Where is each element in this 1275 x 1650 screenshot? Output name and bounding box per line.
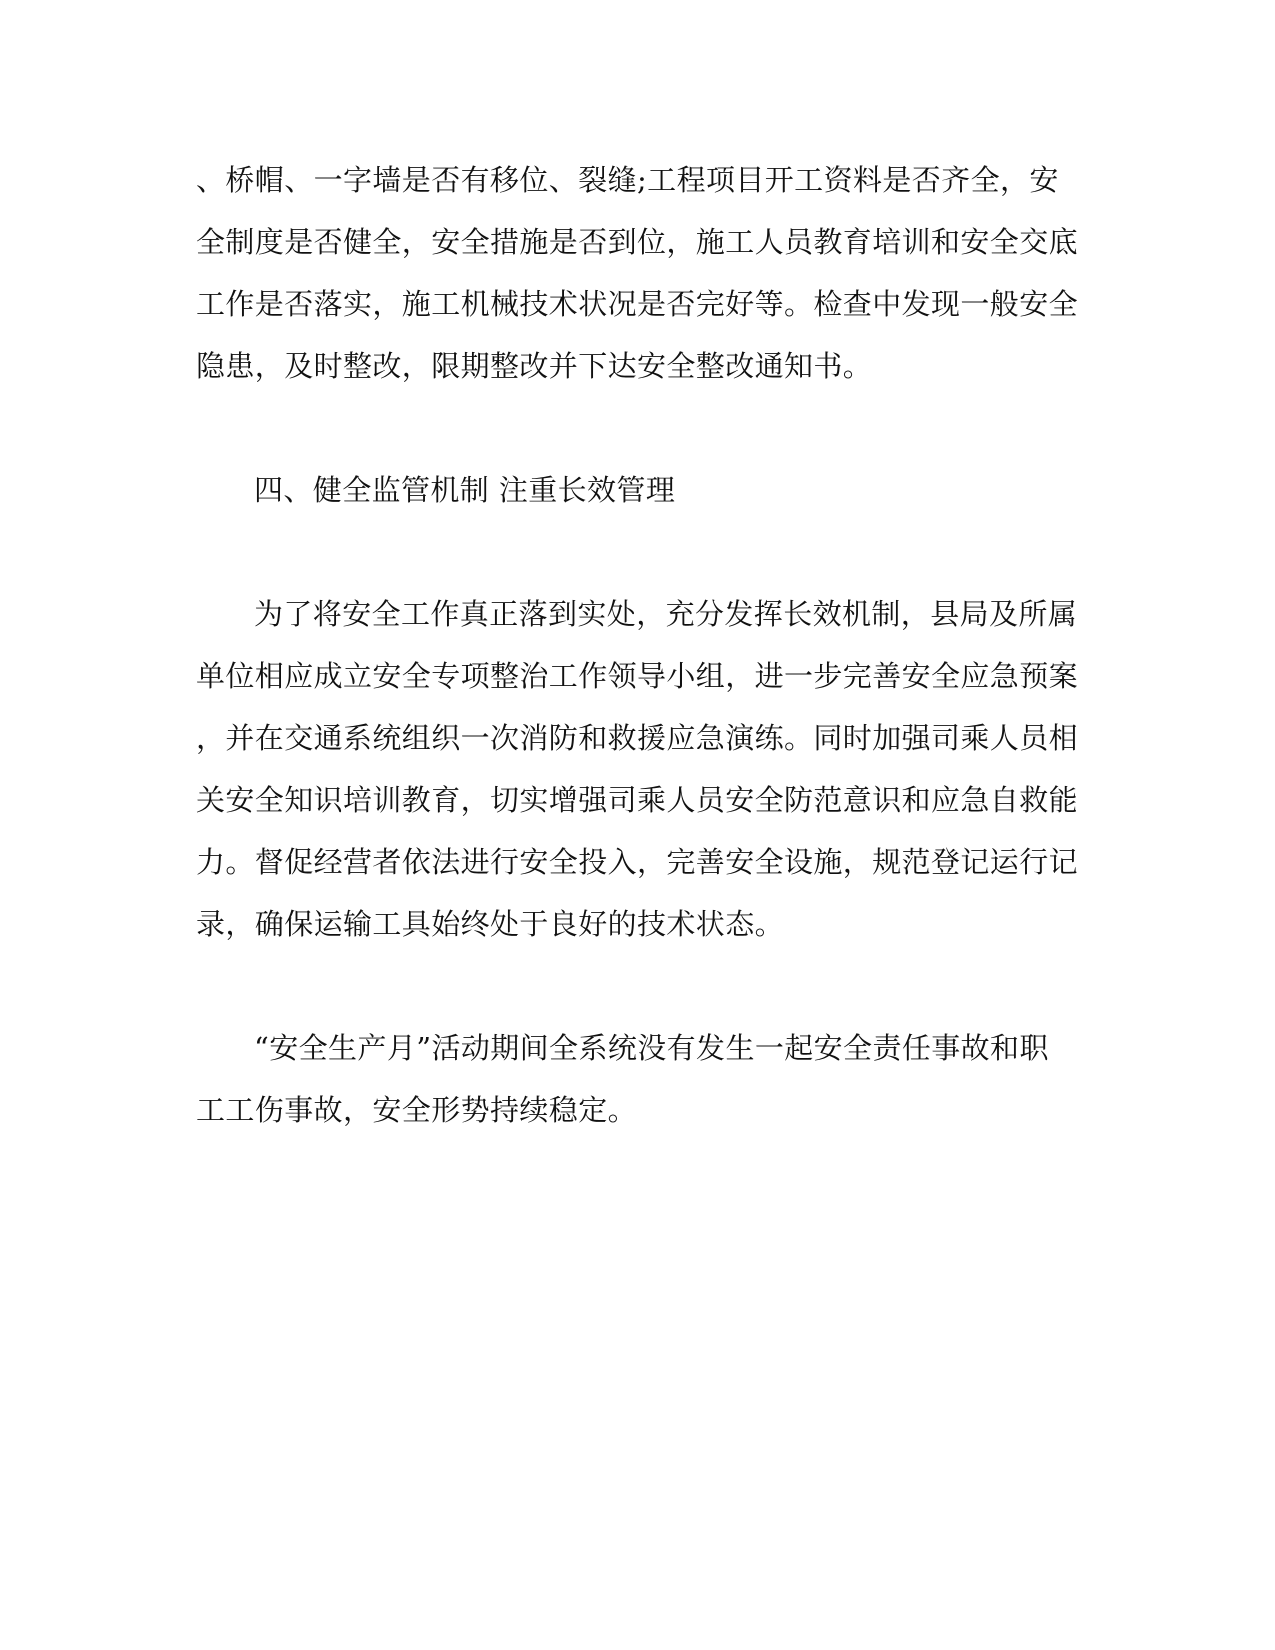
paragraph-2-line-4: 关安全知识培训教育，切实增强司乘人员安全防范意识和应急自救能: [196, 783, 1079, 817]
paragraph-1-line-4: 隐患，及时整改，限期整改并下达安全整改通知书。: [196, 349, 873, 383]
paragraph-3-line-1: “安全生产月”活动期间全系统没有发生一起安全责任事故和职: [254, 1031, 1049, 1065]
paragraph-2-line-3: ，并在交通系统组织一次消防和救援应急演练。同时加强司乘人员相: [196, 721, 1079, 755]
paragraph-2-line-2: 单位相应成立安全专项整治工作领导小组，进一步完善安全应急预案: [196, 659, 1079, 693]
section-heading: 四、健全监管机制 注重长效管理: [254, 473, 676, 507]
paragraph-2-line-1: 为了将安全工作真正落到实处，充分发挥长效机制，县局及所属: [254, 597, 1078, 631]
paragraph-1-line-3: 工作是否落实，施工机械技术状况是否完好等。检查中发现一般安全: [196, 287, 1079, 321]
paragraph-2-line-6: 录，确保运输工具始终处于良好的技术状态。: [196, 907, 785, 941]
paragraph-3-line-2: 工工伤事故，安全形势持续稳定。: [196, 1093, 638, 1127]
paragraph-2-line-5: 力。督促经营者依法进行安全投入，完善安全设施，规范登记运行记: [196, 845, 1079, 879]
paragraph-1-line-1: 、桥帽、一字墙是否有移位、裂缝;工程项目开工资料是否齐全，安: [196, 163, 1059, 197]
paragraph-1-line-2: 全制度是否健全，安全措施是否到位，施工人员教育培训和安全交底: [196, 225, 1079, 259]
